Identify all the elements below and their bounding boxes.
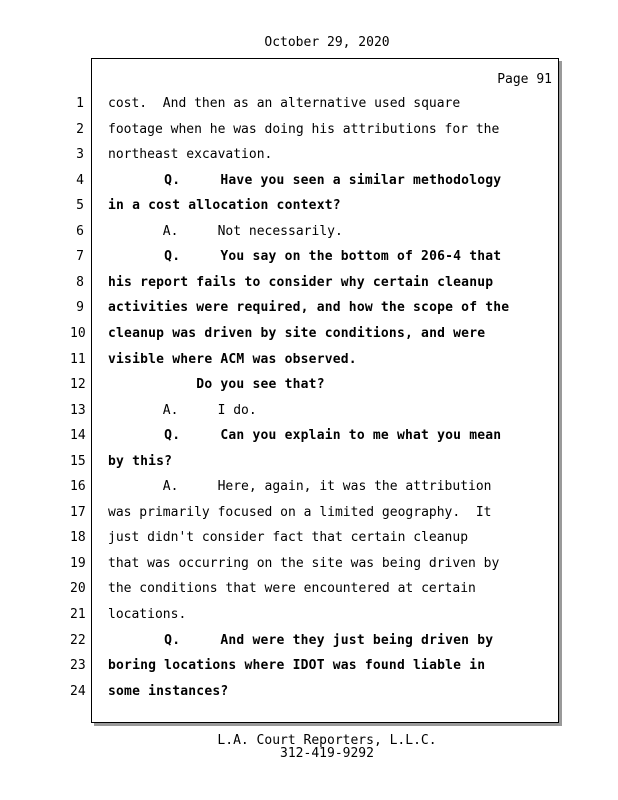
transcript-date: October 29, 2020 (264, 35, 390, 50)
transcript-line: was primarily focused on a limited geography. It (108, 505, 492, 520)
line-number: 22 (70, 633, 86, 648)
transcript-line: cleanup was driven by site conditions, and were (108, 326, 486, 341)
transcript-line: Q. You say on the bottom of 206-4 that (108, 249, 502, 264)
line-number: 7 (76, 249, 84, 264)
line-number: 23 (70, 658, 86, 673)
transcript-line: the conditions that were encountered at certain (108, 581, 476, 596)
line-number: 12 (70, 377, 86, 392)
line-number: 14 (70, 428, 86, 443)
transcript-line: cost. And then as an alternative used square (108, 96, 461, 111)
line-number: 8 (76, 275, 84, 290)
transcript-line: A. I do. (108, 403, 257, 418)
transcript-line: his report fails to consider why certain cleanup (108, 275, 494, 290)
transcript-line: visible where ACM was observed. (108, 352, 357, 367)
transcript-line: that was occurring on the site was being driven by (108, 556, 500, 571)
line-number: 20 (70, 581, 86, 596)
line-number: 21 (70, 607, 86, 622)
line-number: 5 (76, 198, 84, 213)
transcript-line: locations. (108, 607, 187, 622)
transcript-line: A. Here, again, it was the attribution (108, 479, 492, 494)
reporter-company: L.A. Court Reporters, L.L.C. (217, 733, 437, 748)
transcript-line: activities were required, and how the scope of the (108, 300, 510, 315)
line-number: 4 (76, 173, 84, 188)
transcript-line: Do you see that? (108, 377, 325, 392)
transcript-line: by this? (108, 454, 173, 469)
line-number: 3 (76, 147, 84, 162)
page-number: Page 91 (497, 72, 552, 87)
line-number: 16 (70, 479, 86, 494)
line-number: 11 (70, 352, 86, 367)
transcript-line: Q. Have you seen a similar methodology (108, 173, 502, 188)
transcript-line: in a cost allocation context? (108, 198, 341, 213)
reporter-phone: 312-419-9292 (280, 746, 374, 761)
line-number: 24 (70, 684, 86, 699)
line-number: 10 (70, 326, 86, 341)
line-number: 6 (76, 224, 84, 239)
line-number: 15 (70, 454, 86, 469)
transcript-line: boring locations where IDOT was found liable in (108, 658, 486, 673)
line-number: 17 (70, 505, 86, 520)
transcript-line: northeast excavation. (108, 147, 273, 162)
transcript-line: A. Not necessarily. (108, 224, 343, 239)
line-number: 2 (76, 122, 84, 137)
line-number: 9 (76, 300, 84, 315)
line-number: 13 (70, 403, 86, 418)
transcript-line: Q. And were they just being driven by (108, 633, 494, 648)
line-number: 19 (70, 556, 86, 571)
transcript-line: Q. Can you explain to me what you mean (108, 428, 502, 443)
line-number: 18 (70, 530, 86, 545)
transcript-line: just didn't consider fact that certain cleanup (108, 530, 469, 545)
transcript-line: some instances? (108, 684, 229, 699)
transcript-line: footage when he was doing his attributions for the (108, 122, 500, 137)
line-number: 1 (76, 96, 84, 111)
